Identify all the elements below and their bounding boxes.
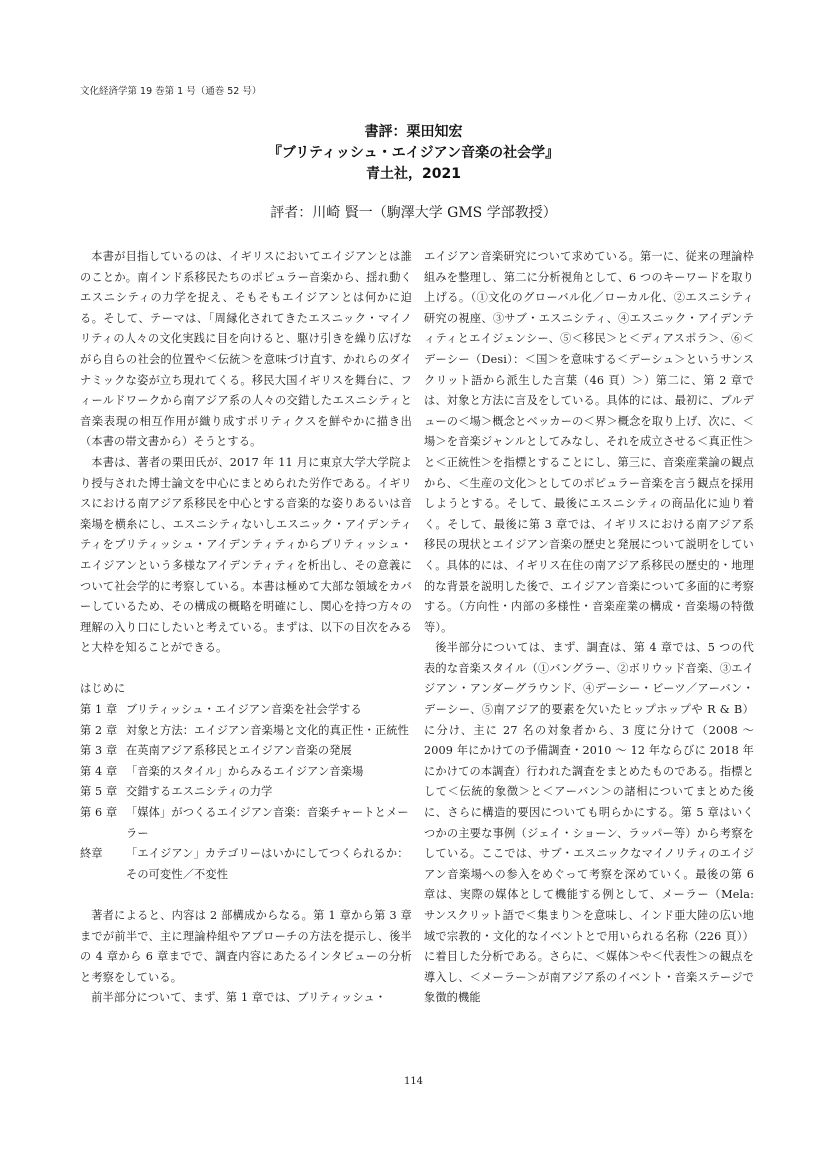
toc-title: 「音楽的スタイル」からみるエイジアン音楽場 xyxy=(126,764,364,778)
toc-row xyxy=(80,782,412,803)
toc-title: 「エイジアン」カテゴリーはいかにしてつくられるか：その可変性／不変性 xyxy=(126,847,409,881)
title-line-2: 『ブリティッシュ・エイジアン音楽の社会学』 xyxy=(267,145,560,161)
toc-chapter: 終章 xyxy=(80,847,103,861)
paragraph: 本書が目指しているのは、イギリスにおいてエイジアンとは誰のことか。南インド系移民たちのポピュラー音楽から、揺れ動くエスニシティの力学を捉え、そもそもエイジアンとは何かに迫る。そして、テーマは、「周縁化されてきたエスニック・マイノリティの人々の文化実践に目を向けると、駆け引きを繰り広げながら自らの社会的位置や＜伝統＞を意味づけ直す、かれらのダイナミックな姿が立ち現れてくる。移民大国イギリスを舞台に、フィールドワークから南アジア系の人々の交錯したエスニシティと音楽表現の相互作用が織り成すポリティクスを鮮やかに描き出（本書の帯文書から）そうとする。 xyxy=(80,250,412,449)
toc-chapter: 第 6 章 xyxy=(80,806,118,820)
toc-chapter: 第 5 章 xyxy=(80,785,118,799)
toc-row xyxy=(80,762,412,783)
title-line-1: 書評：栗田知宏 xyxy=(364,124,463,140)
toc-row xyxy=(80,803,412,844)
paragraph: エイジアン音楽研究について求めている。第一に、従来の理論枠組みを整理し、第二に分析視角として、6 つのキーワードを取り上げる。（①文化のグローバル化／ローカル化、②エスニシティ研究の視座、③サブ・エスニシティ、④エスニック・アイデンティティとエイジェンシー、⑤＜移民＞と＜ディアスポラ＞、⑥＜デーシー（Desi）：＜国＞を意味する＜デーシュ＞というサンスクリット語から派生した言葉（46 頁）＞）第二に、第 2 章では、対象と方法に言及をしている。具体的には、最初に、ブルデューの＜場＞概念とベッカーの＜界＞概念を取り上げ、次に、＜場＞を音楽ジャンルとしてみなし、それを成立させる＜真正性＞と＜正統性＞を指標とすることにし、第三に、音楽産業論の観点から、＜生産の文化＞としてのポピュラー音楽を言う観点を採用しようとする。そして、最後にエスニシティの商品化に辿り着く。そして、最後に第 3 章では、イギリスにおける南アジア系移民の現状とエイジアン音楽の歴史と発展について説明をしていく。具体的には、イギリス在住の南アジア系移民の歴史的・地理的な背景を説明した後で、エイジアン音楽について多面的に考察する。（方向性・内部の多様性・音楽産業の構成・音楽場の特徴等）。 xyxy=(424,250,754,634)
toc-chapter: 第 3 章 xyxy=(80,744,118,758)
page-number: 114 xyxy=(403,1076,424,1087)
left-column xyxy=(80,247,412,1009)
toc-title: 「媒体」がつくるエイジアン音楽：音楽チャートとメーラー xyxy=(126,806,409,840)
toc-chapter: 第 2 章 xyxy=(80,723,118,737)
toc-title: 在英南アジア系移民とエイジアン音楽の発展 xyxy=(126,744,352,758)
toc-intro: はじめに xyxy=(80,682,126,696)
toc-chapter: 第 4 章 xyxy=(80,764,118,778)
review-title xyxy=(0,122,827,185)
toc-chapter: 第 1 章 xyxy=(80,703,118,717)
paragraph: 著者によると、内容は 2 部構成からなる。第 1 章から第 3 章までが前半で、主に理論枠組やアプローチの方法を提示し、後半の 4 章から 6 章までで、調査内容にあたるインタビューの分析と考察をしている。 xyxy=(80,909,412,984)
toc-title: 交錯するエスニシティの力学 xyxy=(126,785,273,799)
toc-row xyxy=(80,700,412,721)
journal-header: 文化経済学第 19 巻第 1 号（通巻 52 号） xyxy=(80,86,262,97)
title-line-3: 青土社，2021 xyxy=(366,166,461,182)
reviewer-line: 評者：川崎 賢一（駒澤大学 GMS 学部教授） xyxy=(270,205,557,221)
paragraph: 本書は、著者の栗田氏が、2017 年 11 月に東京大学大学院より授与された博士論文を中心にまとめられた労作である。イギリスにおける南アジア系移民を中心とする音楽的な姿りあるいは音楽場を横糸にし、エスニシティないしエスニック・アイデンティティをブリティッシュ・アイデンティティからブリティッシュ・エイジアンという多様なアイデンティティを析出し、その意義について社会学的に考察している。本書は極めて大部な領域をカバーしているため、その構成の概略を明確にし、関心を持つ方々の理解の入り口にしたいと考えている。まずは、以下の目次をみると大枠を知ることができる。 xyxy=(80,455,412,655)
paragraph: 後半部分については、まず、調査は、第 4 章では、5 つの代表的な音楽スタイル（①バングラー、②ボリウッド音楽、③エイジアン・アンダーグラウンド、④デーシー・ビーツ／アーバン・デーシー、⑤南アジア的要素を欠いたヒップホップや R & B）に分け、主に 27 名の対象者から、3 度に分けて（2008 ～ 2009 年にかけての予備調査・2010 ～ 12 年ならびに 2018 年にかけての本調査）行われた調査をまとめたものである。指標として＜伝統的象徴＞と＜アーバン＞の諸相についてまとめた後に、さらに構造的要因についても明らかにする。第 5 章はいくつかの主要な事例（ジェイ・ショーン、ラッパー等）から考察をしている。ここでは、サブ・エスニックなマイノリティのエイジアン音楽場への参入をめぐって考察を深めていく。最後の第 6 章は、実際の媒体として機能する例として、メーラー（Mela: サンスクリット語で＜集まり＞を意味し、インド亜大陸の広い地域で宗教的・文化的なイベントとで用いられる名称（226 頁））に着目した分析である。さらに、＜媒体＞や＜代表性＞の観点を導入し、＜メーラー＞が南アジア系のイベント・音楽ステージで象徴的機能 xyxy=(424,641,754,1005)
toc-title: 対象と方法：エイジアン音楽場と文化的真正性・正統性 xyxy=(126,723,409,737)
toc-row xyxy=(80,844,412,885)
toc-row xyxy=(80,741,412,762)
toc-title: ブリティッシュ・エイジアン音楽を社会学する xyxy=(126,703,362,717)
table-of-contents xyxy=(80,700,412,885)
paragraph: 前半部分について、まず、第 1 章では、ブリティッシュ・ xyxy=(91,991,387,1005)
right-column xyxy=(424,247,754,1009)
toc-row xyxy=(80,721,412,742)
